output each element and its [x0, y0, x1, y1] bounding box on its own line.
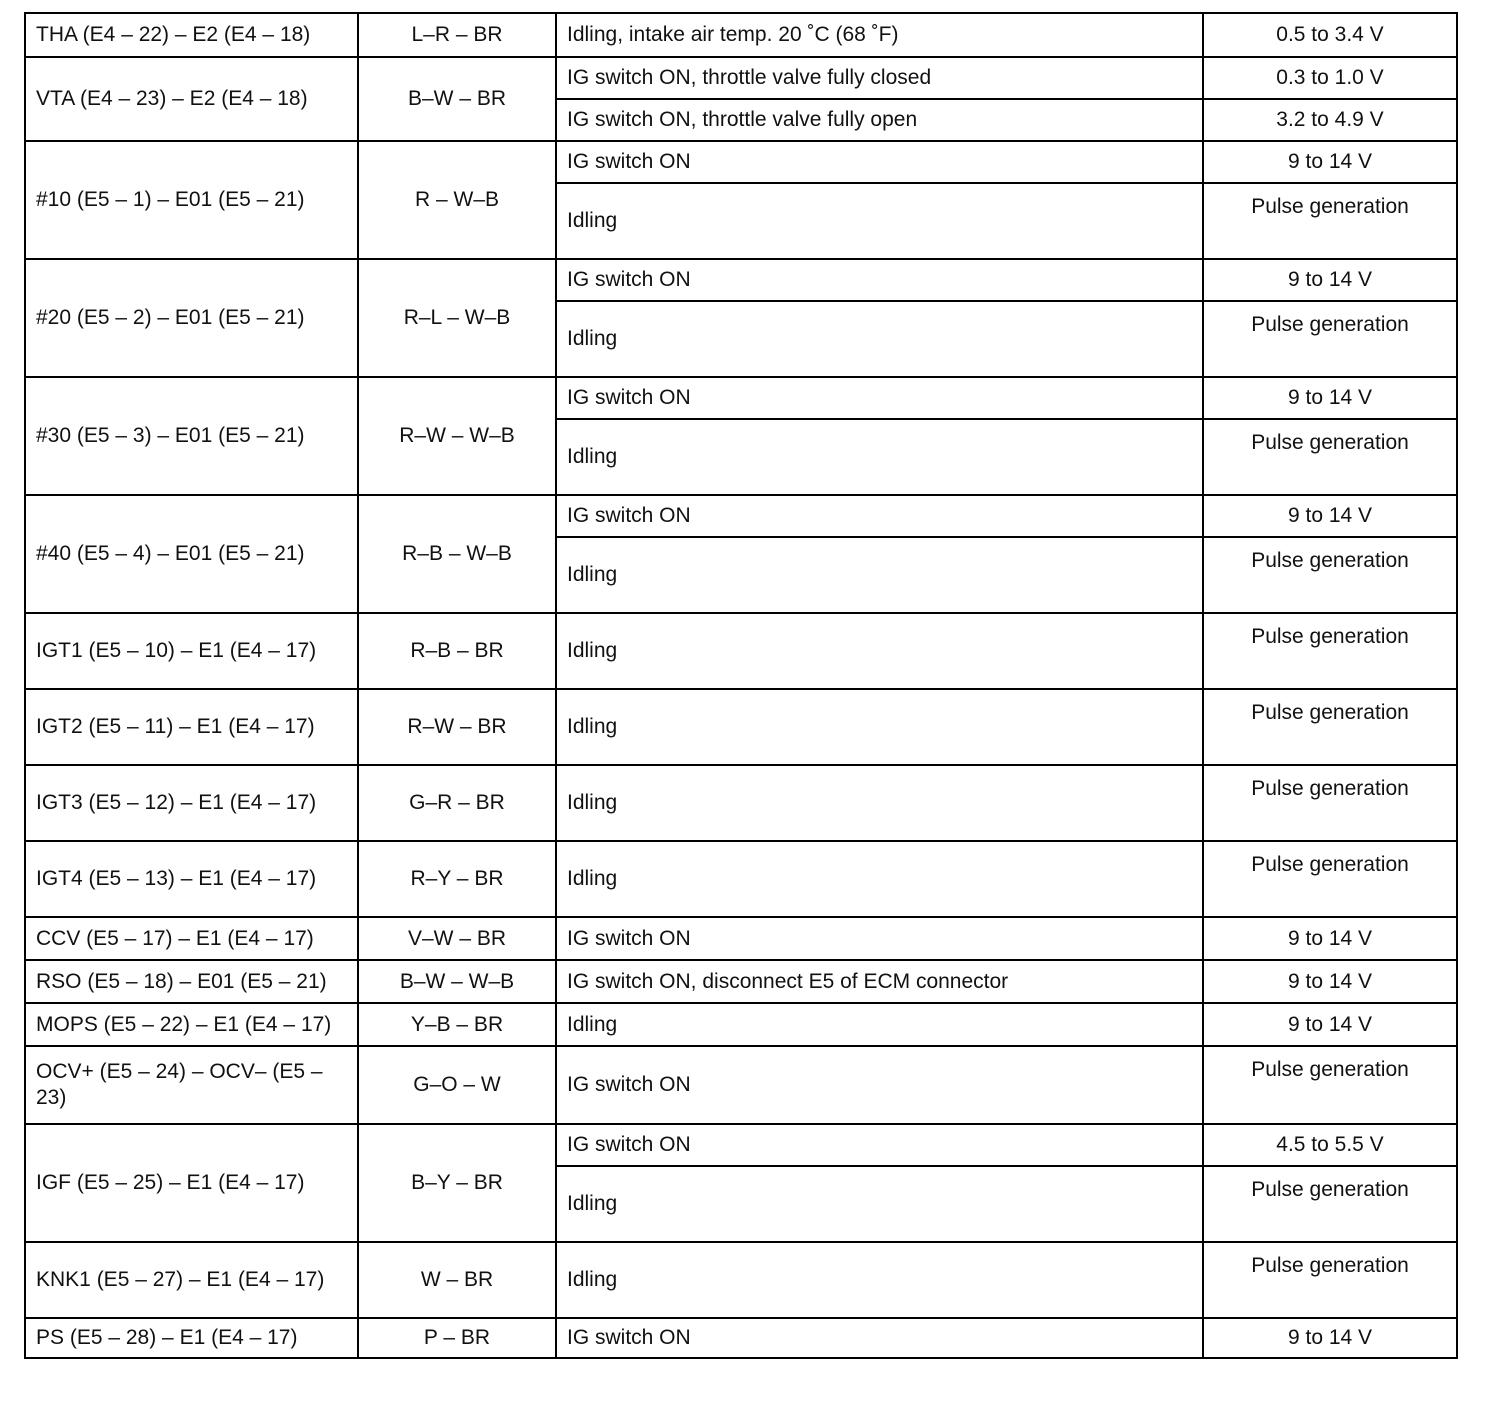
specified-value-cell: 3.2 to 4.9 V	[1203, 99, 1457, 141]
condition-cell: Idling, intake air temp. 20 ˚C (68 ˚F)	[556, 13, 1203, 57]
specified-value-cell: Pulse generation	[1203, 1242, 1457, 1318]
wiring-color-cell: B–Y – BR	[358, 1124, 556, 1242]
specified-value-cell: 0.5 to 3.4 V	[1203, 13, 1457, 57]
specified-value-cell: 9 to 14 V	[1203, 495, 1457, 537]
condition-cell: Idling	[556, 419, 1203, 495]
condition-cell: Idling	[556, 841, 1203, 917]
terminal-cell: OCV+ (E5 – 24) – OCV– (E5 – 23)	[25, 1046, 358, 1124]
wiring-color-cell: L–R – BR	[358, 13, 556, 57]
table-row	[25, 141, 1457, 183]
table-row	[25, 495, 1457, 537]
specified-value-cell: 9 to 14 V	[1203, 377, 1457, 419]
specified-value-cell: 9 to 14 V	[1203, 1003, 1457, 1046]
table-row	[25, 917, 1457, 960]
condition-cell: IG switch ON, throttle valve fully open	[556, 99, 1203, 141]
specified-value-cell: Pulse generation	[1203, 301, 1457, 377]
table-row	[25, 377, 1457, 419]
specified-value-cell: 0.3 to 1.0 V	[1203, 57, 1457, 99]
wiring-color-cell: R – W–B	[358, 141, 556, 259]
condition-cell: IG switch ON	[556, 1124, 1203, 1166]
table-row	[25, 1318, 1457, 1358]
specified-value-cell: Pulse generation	[1203, 689, 1457, 765]
condition-cell: IG switch ON	[556, 259, 1203, 301]
wiring-color-cell: R–W – BR	[358, 689, 556, 765]
specified-value-cell: Pulse generation	[1203, 613, 1457, 689]
condition-cell: IG switch ON, throttle valve fully closed	[556, 57, 1203, 99]
terminal-cell: IGT4 (E5 – 13) – E1 (E4 – 17)	[25, 841, 358, 917]
wiring-color-cell: B–W – BR	[358, 57, 556, 141]
wiring-color-cell: R–W – W–B	[358, 377, 556, 495]
table-row	[25, 613, 1457, 689]
specified-value-cell: 9 to 14 V	[1203, 960, 1457, 1003]
wiring-color-cell: B–W – W–B	[358, 960, 556, 1003]
terminal-cell: IGT3 (E5 – 12) – E1 (E4 – 17)	[25, 765, 358, 841]
wiring-color-cell: G–R – BR	[358, 765, 556, 841]
terminal-cell: RSO (E5 – 18) – E01 (E5 – 21)	[25, 960, 358, 1003]
specified-value-cell: 9 to 14 V	[1203, 917, 1457, 960]
table-row	[25, 960, 1457, 1003]
condition-cell: Idling	[556, 301, 1203, 377]
specified-value-cell: Pulse generation	[1203, 419, 1457, 495]
specified-value-cell: 9 to 14 V	[1203, 259, 1457, 301]
table-row	[25, 1242, 1457, 1318]
wiring-color-cell: P – BR	[358, 1318, 556, 1358]
table-body	[25, 13, 1457, 1358]
specified-value-cell: 9 to 14 V	[1203, 141, 1457, 183]
wiring-color-cell: R–L – W–B	[358, 259, 556, 377]
terminal-cell: #40 (E5 – 4) – E01 (E5 – 21)	[25, 495, 358, 613]
wiring-color-cell: R–B – W–B	[358, 495, 556, 613]
condition-cell: IG switch ON	[556, 917, 1203, 960]
condition-cell: Idling	[556, 537, 1203, 613]
table-row	[25, 841, 1457, 917]
condition-cell: IG switch ON	[556, 1046, 1203, 1124]
table-row	[25, 13, 1457, 57]
terminal-cell: VTA (E4 – 23) – E2 (E4 – 18)	[25, 57, 358, 141]
condition-cell: IG switch ON	[556, 1318, 1203, 1358]
condition-cell: IG switch ON	[556, 495, 1203, 537]
wiring-color-cell: G–O – W	[358, 1046, 556, 1124]
specified-value-cell: Pulse generation	[1203, 537, 1457, 613]
terminal-cell: IGT1 (E5 – 10) – E1 (E4 – 17)	[25, 613, 358, 689]
table-row	[25, 1124, 1457, 1166]
condition-cell: Idling	[556, 1242, 1203, 1318]
specified-value-cell: Pulse generation	[1203, 183, 1457, 259]
condition-cell: Idling	[556, 1166, 1203, 1242]
table-row	[25, 1003, 1457, 1046]
terminal-cell: MOPS (E5 – 22) – E1 (E4 – 17)	[25, 1003, 358, 1046]
terminal-cell: IGT2 (E5 – 11) – E1 (E4 – 17)	[25, 689, 358, 765]
condition-cell: Idling	[556, 689, 1203, 765]
terminal-cell: PS (E5 – 28) – E1 (E4 – 17)	[25, 1318, 358, 1358]
condition-cell: Idling	[556, 1003, 1203, 1046]
wiring-color-cell: W – BR	[358, 1242, 556, 1318]
terminal-cell: #10 (E5 – 1) – E01 (E5 – 21)	[25, 141, 358, 259]
wiring-color-cell: R–Y – BR	[358, 841, 556, 917]
table-row	[25, 57, 1457, 99]
terminal-cell: #20 (E5 – 2) – E01 (E5 – 21)	[25, 259, 358, 377]
wiring-color-cell: V–W – BR	[358, 917, 556, 960]
wiring-color-cell: R–B – BR	[358, 613, 556, 689]
terminal-inspection-table	[24, 12, 1458, 1359]
condition-cell: IG switch ON, disconnect E5 of ECM connector	[556, 960, 1203, 1003]
condition-cell: Idling	[556, 765, 1203, 841]
condition-cell: IG switch ON	[556, 141, 1203, 183]
specified-value-cell: Pulse generation	[1203, 765, 1457, 841]
terminal-cell: THA (E4 – 22) – E2 (E4 – 18)	[25, 13, 358, 57]
specified-value-cell: Pulse generation	[1203, 1166, 1457, 1242]
terminal-cell: IGF (E5 – 25) – E1 (E4 – 17)	[25, 1124, 358, 1242]
table-row	[25, 689, 1457, 765]
specified-value-cell: 4.5 to 5.5 V	[1203, 1124, 1457, 1166]
table-row	[25, 1046, 1457, 1124]
table-row	[25, 259, 1457, 301]
table-row	[25, 765, 1457, 841]
condition-cell: Idling	[556, 183, 1203, 259]
terminal-cell: KNK1 (E5 – 27) – E1 (E4 – 17)	[25, 1242, 358, 1318]
specified-value-cell: Pulse generation	[1203, 1046, 1457, 1124]
specified-value-cell: 9 to 14 V	[1203, 1318, 1457, 1358]
condition-cell: Idling	[556, 613, 1203, 689]
wiring-color-cell: Y–B – BR	[358, 1003, 556, 1046]
terminal-cell: #30 (E5 – 3) – E01 (E5 – 21)	[25, 377, 358, 495]
condition-cell: IG switch ON	[556, 377, 1203, 419]
specified-value-cell: Pulse generation	[1203, 841, 1457, 917]
terminal-cell: CCV (E5 – 17) – E1 (E4 – 17)	[25, 917, 358, 960]
